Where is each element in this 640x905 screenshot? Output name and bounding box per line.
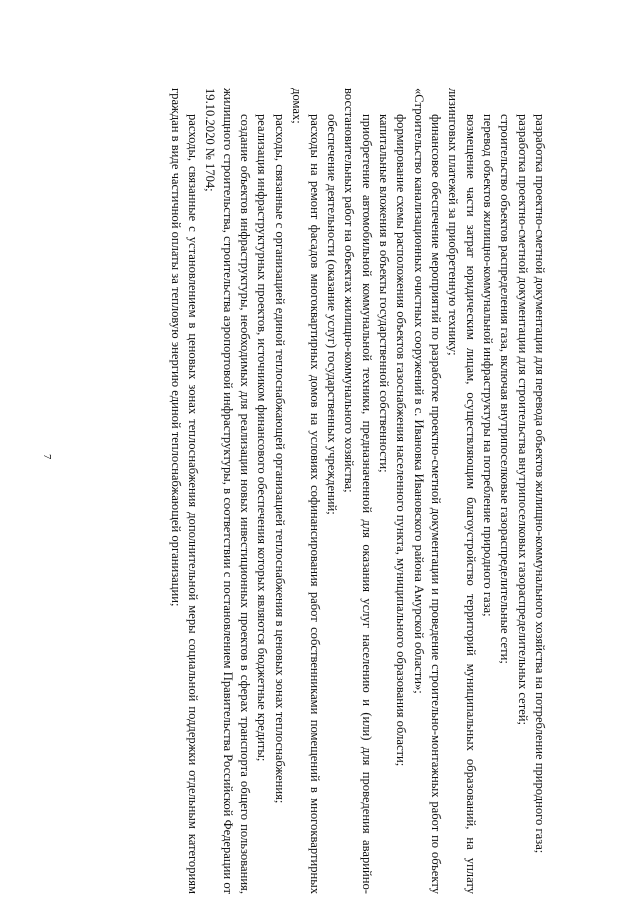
paragraph: расходы, связанные с организацией единой теплоснабжающей организацией теплоснабжения в ценовых зонах теплоснабжения; <box>272 114 287 804</box>
paragraph: перевод объектов жилищно-коммунальной инфраструктуры на потребление природного газа; <box>480 114 495 617</box>
paragraph: расходы, связанные с установлением в ценовых зонах теплоснабжения дополнительной меры социальной поддержки отдельным категориям граждан в виде частичной оплаты за тепловую энергию единой теплоснабжающей организации; <box>168 88 201 894</box>
paragraph: расходы на ремонт фасадов многоквартирных домов на условиях софинансирования работ собственниками помещений в многоквартирных домах; <box>290 88 322 894</box>
paragraph: капитальные вложения в объекты государственной собственности; <box>376 114 391 473</box>
rotated-text-block <box>94 88 548 894</box>
paragraph: разработка проектно-сметной документации для строительства внутрипоселковых газораспределительных сетей; <box>515 114 530 726</box>
page-number: 7 <box>41 454 52 460</box>
paragraph: создание объектов инфраструктуры, необходимых для реализации новых инвестиционных проектов в сферах транспорта общего пользования, жилищного строительства, строительства аэропортовой инфраструктуры, в соответствии с постановлением Правительства Российской Федерации от 19.10.2020 № 1704; <box>203 88 253 894</box>
paragraph: приобретение автомобильной коммунальной техники, предназначенной для оказания услуг населению и (или) для проведения аварийно-восстановительных работ на объектах жилищно-коммунального хозяйства; <box>342 88 374 894</box>
paragraph: реализация инфраструктурных проектов, источником финансового обеспечения которых являются бюджетные кредиты; <box>255 114 270 762</box>
paragraph: обеспечение деятельности (оказание услуг) государственных учреждений; <box>324 114 339 515</box>
paragraph: формирование схемы расположения объектов газоснабжения населенного пункта, муниципального образования области; <box>394 114 409 767</box>
paragraph: строительство объектов распределения газа, включая внутрипоселковые газораспределительные сети; <box>498 114 513 664</box>
paragraph: возмещение части затрат юридическим лицам, осуществляющим благоустройство территорий муниципальных образований, на уплату лизинговых платежей за приобретенную технику; <box>446 88 478 894</box>
paragraph: разработка проектно-сметной документации для перевода объектов жилищно-коммунального хозяйства на потребление природного газа; <box>533 114 547 854</box>
paragraph: финансовое обеспечение мероприятий по разработке проектно-сметной документации и проведение строительно-монтажных работ по объекту «Строительство канализационных очистных сооружений в с. Ивановка Ивановского района Амурской области»; <box>411 88 443 894</box>
